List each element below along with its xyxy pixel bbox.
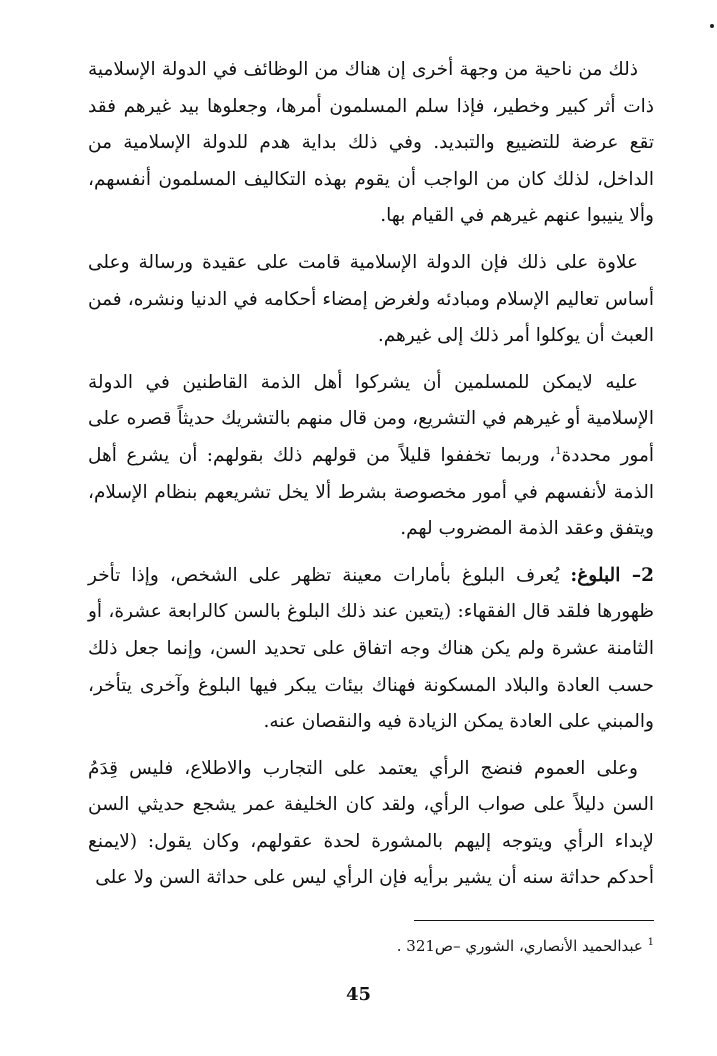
paragraph-1: ذلك من ناحية من وجهة أخرى إن هناك من الوظائف في الدولة الإسلامية ذات أثر كبير وخطير، فإذا سلم المسلمون أمرها، وجعلوها بيد غيرهم فقد تقع عرضة للتضييع والتبديد. وفي ذلك بداية هدم للدولة الإسلامية من الداخل، لذلك كان من الواجب أن يقوم بهذه التكاليف المسلمون أنفسهم، وألا ينيبوا عنهم غيرهم في القيام بها.: [88, 59, 654, 227]
footnote-reference[interactable]: 1: [555, 445, 562, 457]
item-number-heading: 2– البلوغ:: [570, 564, 654, 586]
footnote-divider: [414, 920, 654, 921]
body-text: [88, 52, 654, 907]
paragraph-4-numbered: [88, 558, 654, 741]
paragraph-3: [88, 365, 654, 548]
paragraph-5: وعلى العموم فنضج الرأي يعتمد على التجارب والاطلاع، فليس قِدَمُ السن دليلاً على صواب الرأي، ولقد كان الخليفة عمر يشجع حديثي السن لإبداء الرأي ويتوجه إليهم بالمشورة لحدة عقولهم، وكان يقول: (لايمنع أحدكم حداثة سنه أن يشير برأيه فإن الرأي ليس على حداثة السن ولا على: [88, 757, 654, 889]
paragraph-2: علاوة على ذلك فإن الدولة الإسلامية قامت على عقيدة ورسالة وعلى أساس تعاليم الإسلام ومبادئه ولغرض إمضاء أحكامه في الدنيا ونشره، فمن العبث أن يوكلوا أمر ذلك إلى غيرهم.: [88, 251, 654, 347]
paragraph-3-text-b: ، وربما تخففوا قليلاً من قولهم ذلك بقولهم: أن يشرع أهل الذمة لأنفسهم في أمور مخصوصة بشرط ألا يخل تشريعهم بنظام الإسلام، ويتفق وعقد الذمة المضروب لهم.: [88, 444, 654, 540]
footnote-text: عبدالحميد الأنصاري، الشوري –ص321 .: [396, 937, 648, 955]
footnote-marker: 1: [647, 937, 654, 948]
paragraph-4-text: يُعرف البلوغ بأمارات معينة تظهر على الشخص، وإذا تأخر ظهورها فلقد قال الفقهاء: (يتعين عند ذلك البلوغ بالسن كالرابعة عشرة، أو الثامنة عشرة ولم يكن هناك وجه اتفاق على تحديد السن، وإنما جعل ذلك حسب العادة والبلاد المسكونة فهناك بيئات يبكر فيها البلوغ وآخرى يتأخر، والمبني على العادة يمكن الزيادة فيه والنقصان عنه.: [88, 564, 654, 733]
paragraph-3-text-a: عليه لايمكن للمسلمين أن يشركوا أهل الذمة القاطنين في الدولة الإسلامية أو غيرهم في التشريع، ومن قال منهم بالتشريك حديثاً قصره على أمور محددة: [88, 371, 654, 466]
footnote: [397, 934, 654, 958]
margin-mark: [710, 24, 714, 28]
page-number: 45: [345, 984, 372, 1005]
